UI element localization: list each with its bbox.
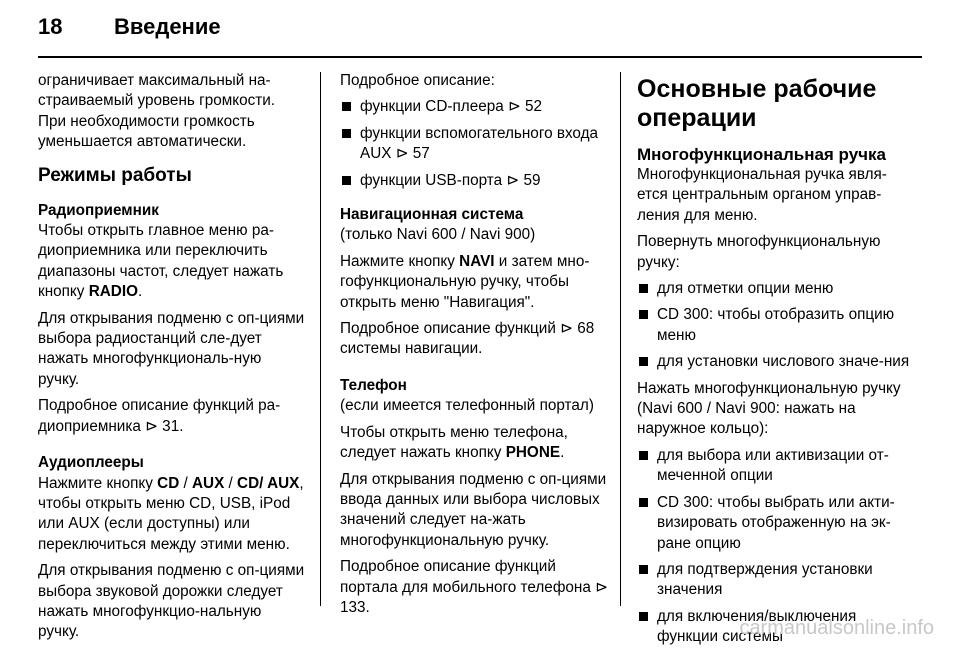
- knob-paragraph-3: Нажать многофункциональную ручку (Navi 600 / Navi 900: нажать на наружное кольцо):: [637, 379, 901, 438]
- details-label: Подробное описание:: [340, 72, 495, 89]
- radio-paragraph-3: Подробное описание функций ра-диоприемника ⊳ 31.: [38, 397, 281, 435]
- column-1: [38, 71, 306, 649]
- details-list: [340, 97, 608, 191]
- page-header: [38, 14, 221, 50]
- knob-paragraph-2: Повернуть многофункциональную ручку:: [637, 233, 881, 271]
- list-item: для установки числового значе-ния: [637, 352, 913, 372]
- page-title: Введение: [114, 14, 221, 39]
- audio-paragraph-1: Нажмите кнопку CD / AUX / CD/ AUX, чтобы открыть меню CD, USB, iPod или AUX (если доступны) или переключиться между этими меню.: [38, 474, 304, 553]
- subtitle-phone: Телефон: [340, 376, 407, 394]
- subtitle-navigation: Навигационная система: [340, 206, 524, 224]
- page-number: 18: [38, 14, 63, 39]
- subtitle-audio: Аудиоплееры: [38, 454, 144, 472]
- section-title-basic-operations: Основные рабочие операции: [637, 75, 877, 132]
- phone-paragraph-1: (если имеется телефонный портал): [340, 397, 594, 415]
- subtitle-multifunction-knob: Многофункциональная ручка: [637, 145, 887, 164]
- nav-paragraph-3: Подробное описание функций ⊳ 68 системы навигации.: [340, 320, 595, 358]
- nav-paragraph-2: Нажмите кнопку NAVI и затем мно-гофункциональную ручку, чтобы открыть меню "Навигация".: [340, 252, 590, 311]
- turn-knob-list: [637, 279, 913, 373]
- phone-paragraph-4: Подробное описание функций портала для мобильного телефона ⊳ 133.: [340, 558, 608, 616]
- nav-paragraph-1: (только Navi 600 / Navi 900): [340, 226, 536, 244]
- list-item: для выбора или активизации от-меченной опции: [637, 446, 913, 487]
- list-item: функции CD-плеера ⊳ 52: [340, 97, 608, 117]
- intro-paragraph: ограничивает максимальный на-страиваемый уровень громкости. При необходимости громкость уменьшается автоматически.: [38, 72, 276, 151]
- list-item: для отметки опции меню: [637, 279, 913, 299]
- column-divider-1: [320, 72, 321, 606]
- header-rule: [38, 56, 922, 58]
- watermark: carmanualsonline.info: [739, 617, 934, 639]
- column-3: [637, 71, 913, 654]
- list-item: функции USB-порта ⊳ 59: [340, 171, 608, 191]
- list-item: для подтверждения установки значения: [637, 560, 913, 601]
- audio-paragraph-2: Для открывания подменю с оп-циями выбора звуковой дорожки следует нажать многофункцио-нальную ручку.: [38, 562, 305, 641]
- phone-key-label: PHONE: [505, 444, 561, 462]
- radio-paragraph-2: Для открывания подменю с оп-циями выбора радиостанций сле-дует нажать многофункциональ-ную ручку.: [38, 309, 305, 388]
- list-item: CD 300: чтобы отобразить опцию меню: [637, 305, 913, 346]
- subtitle-radio: Радиоприемник: [38, 201, 159, 219]
- column-divider-2: [620, 72, 621, 606]
- column-2: [340, 71, 608, 624]
- cd-key-label: CD: [157, 474, 180, 492]
- radio-key-label: RADIO: [88, 283, 138, 301]
- knob-paragraph-1: Многофункциональная ручка явля-ется центральным органом управ-ления для меню.: [637, 166, 887, 224]
- list-item: функции вспомогательного входа AUX ⊳ 57: [340, 124, 608, 165]
- list-item: CD 300: чтобы выбрать или акти-визировать отображенную на эк-ране опцию: [637, 493, 913, 554]
- list-item: для включения/выключения функции системы: [637, 607, 913, 648]
- phone-paragraph-3: Для открывания подменю с оп-циями ввода данных или выбора числовых значений следует на-жать многофункциональную ручку.: [340, 470, 607, 549]
- phone-paragraph-2: Чтобы открыть меню телефона, следует нажать кнопку PHONE.: [340, 423, 568, 462]
- section-title-modes: Режимы работы: [38, 164, 192, 186]
- aux-key-label: AUX: [192, 474, 225, 492]
- radio-paragraph-1: Чтобы открыть главное меню ра-диоприемника или переключить диапазоны частот, следует нажать кнопку RADIO.: [38, 222, 284, 301]
- navi-key-label: NAVI: [459, 252, 495, 270]
- cdaux-key-label: CD/ AUX: [237, 474, 300, 492]
